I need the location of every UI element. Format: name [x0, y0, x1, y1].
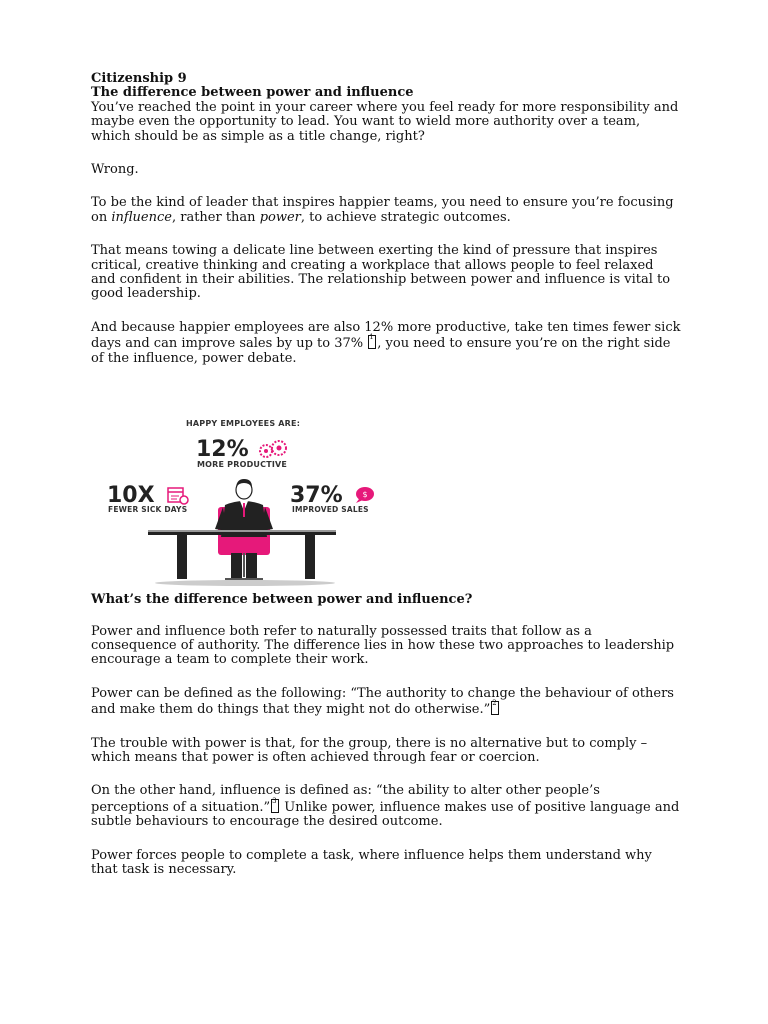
paragraph-6: Power and influence both refer to naturally possessed traits that follow as a consequence of authority. The difference lies in how these two approaches to leadership encourage a team to complete their work.	[91, 623, 675, 668]
stat-sales-label: IMPROVED SALES	[292, 505, 369, 514]
paragraph-1: You’ve reached the point in your career where you feel ready for more responsibility and maybe even the opportunity to lead. You want to wield more authority over a team, which should be as simple as a title change, right?	[91, 99, 679, 144]
paragraph-9: On the other hand, influence is defined as: “the ability to alter other people’s perceptions of a situation.” 3 Unlike power, influence makes use of positive language and subtle behaviours to encourage the desired outcome.	[91, 783, 680, 830]
doc-subtitle: The difference between power and influence	[91, 85, 414, 101]
paragraph-7: Power can be defined as the following: “The authority to change the behaviour of others and make them do things that they might not do otherwise.” 2	[91, 685, 674, 718]
svg-text:$: $	[362, 490, 368, 499]
section-heading: What’s the difference between power and influence?	[91, 592, 473, 608]
stat-sickdays-value: 10X	[107, 483, 155, 508]
businessman-at-desk-illustration	[145, 477, 345, 593]
paragraph-5: And because happier employees are also 12% more productive, take ten times fewer sick days and can improve sales by up to 37% 1 , you need to ensure you’re on the right side of the influence, power debate.	[91, 319, 681, 366]
doc-title: Citizenship 9	[91, 71, 187, 86]
stat-productive-label: MORE PRODUCTIVE	[197, 460, 288, 469]
footnote-ref-1[interactable]: 1	[368, 335, 376, 349]
infographic-header: HAPPY EMPLOYEES ARE:	[186, 419, 301, 428]
paragraph-2: Wrong.	[91, 162, 139, 178]
paragraph-4: That means towing a delicate line between exerting the kind of pressure that inspires critical, creative thinking and creating a workplace that allows people to feel relaxed and confident in their abilities. The relationship between power and influence is vital to good leadership.	[91, 243, 671, 302]
happy-employees-infographic	[100, 415, 390, 590]
footnote-ref-3[interactable]: 3	[271, 799, 279, 813]
stat-sales-value: 37%	[290, 483, 343, 508]
paragraph-3: To be the kind of leader that inspires happier teams, you need to ensure you’re focusing on influence, rather than power, to achieve strategic outcomes.	[91, 195, 674, 225]
paragraph-10: Power forces people to complete a task, where influence helps them understand why that task is necessary.	[91, 847, 652, 877]
footnote-ref-2[interactable]: 2	[491, 701, 499, 715]
stat-productive-value: 12%	[196, 437, 249, 462]
stat-sickdays-label: FEWER SICK DAYS	[108, 505, 188, 514]
paragraph-8: The trouble with power is that, for the group, there is no alternative but to comply – which means that power is often achieved through fear or coercion.	[91, 735, 648, 765]
